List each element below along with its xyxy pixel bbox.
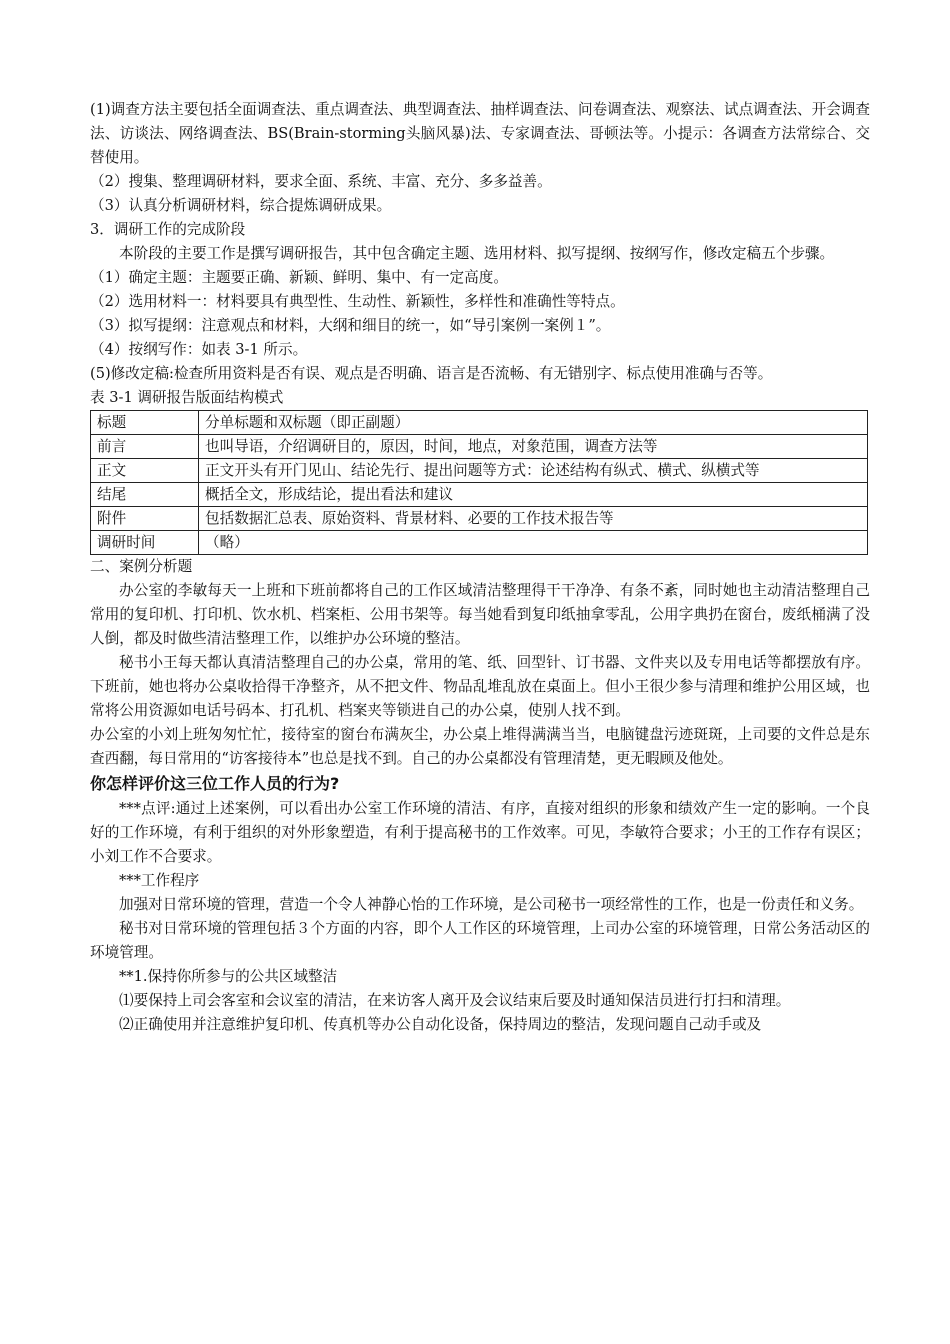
paragraph-survey-methods: (1)调查方法主要包括全面调查法、重点调查法、典型调查法、抽样调查法、问卷调查法、观察法、试点调查法、开会调查法、访谈法、网络调查法、BS(Brain-storming头脑风暴)法、专家调查法、哥顿法等。小提示：各调查方法常综合、交替使用。: [90, 101, 870, 166]
table-cell-value: （略）: [199, 531, 868, 555]
paragraph-step-3: （3）拟写提纲：注意观点和材料，大纲和细目的统一，如“导引案例一案例１”。: [90, 317, 611, 334]
table-row: [91, 459, 868, 483]
case-paragraph-li-min: 办公室的李敏每天一上班和下班前都将自己的工作区域清洁整理得干干净净、有条不紊，同时她也主动清洁整理自己常用的复印机、打印机、饮水机、档案柜、公用书架等。每当她看到复印纸抽拿零乱，公用字典扔在窗台，废纸桶满了没人倒，都及时做些清洁整理工作，以维护办公环境的整洁。: [90, 582, 870, 647]
case-question: 你怎样评价这三位工作人员的行为?: [90, 774, 340, 793]
answer-item-2: ⑵正确使用并注意维护复印机、传真机等办公自动化设备，保持周边的整洁，发现问题自己动手或及: [119, 1016, 762, 1033]
paragraph-collect-materials: （2）搜集、整理调研材料，要求全面、系统、丰富、充分、多多益善。: [90, 173, 552, 190]
section-title: 二、案例分析题: [90, 558, 193, 575]
answer-paragraph-three-aspects: 秘书对日常环境的管理包括３个方面的内容，即个人工作区的环境管理，上司办公室的环境管理，日常公务活动区的环境管理。: [90, 920, 870, 961]
answer-subheading-public-area: **1.保持你所参与的公共区域整洁: [119, 968, 338, 985]
table-cell-key: 调研时间: [91, 531, 199, 555]
paragraph-stage-overview: 本阶段的主要工作是撰写调研报告，其中包含确定主题、选用材料、拟写提纲、按纲写作，修改定稿五个步骤。: [119, 245, 835, 262]
table-cell-value: 分单标题和双标题（即正副题）: [199, 411, 868, 435]
table-caption: 表 3-1 调研报告版面结构模式: [90, 389, 284, 406]
paragraph-analyze-materials: （3）认真分析调研材料，综合提炼调研成果。: [90, 197, 392, 214]
table-cell-value: 概括全文，形成结论，提出看法和建议: [199, 483, 868, 507]
report-structure-table: [90, 410, 868, 555]
table-cell-value: 包括数据汇总表、原始资料、背景材料、必要的工作技术报告等: [199, 507, 868, 531]
paragraph-step-4: （4）按纲写作：如表 3-1 所示。: [90, 341, 308, 358]
document-page: [90, 98, 870, 1037]
answer-item-1: ⑴要保持上司会客室和会议室的清洁，在来访客人离开及会议结束后要及时通知保洁员进行打扫和清理。: [119, 992, 791, 1009]
table-row: [91, 507, 868, 531]
paragraph-step-2: （2）选用材料一：材料要具有典型性、生动性、新颖性，多样性和准确性等特点。: [90, 293, 625, 310]
table-row: [91, 531, 868, 555]
table-cell-key: 正文: [91, 459, 199, 483]
answer-procedure-heading: ***工作程序: [119, 872, 200, 889]
answer-paragraph-management: 加强对日常环境的管理，营造一个令人神静心怡的工作环境，是公司秘书一项经常性的工作，也是一份责任和义务。: [119, 896, 864, 913]
table-cell-value: 也叫导语，介绍调研目的，原因，时间，地点，对象范围，调查方法等: [199, 435, 868, 459]
subheading-completion-stage: 3．调研工作的完成阶段: [90, 221, 246, 238]
table-cell-value: 正文开头有开门见山、结论先行、提出问题等方式：论述结构有纵式、横式、纵横式等: [199, 459, 868, 483]
case-paragraph-xiao-liu: 办公室的小刘上班匆匆忙忙，接待室的窗台布满灰尘，办公桌上堆得满满当当，电脑键盘污迹斑斑，上司要的文件总是东查西翻，每日常用的“访客接待本”也总是找不到。自己的办公桌都没有管理清楚，更无暇顾及他处。: [90, 726, 870, 767]
table-row: [91, 483, 868, 507]
answer-comment: ***点评:通过上述案例，可以看出办公室工作环境的清洁、有序，直接对组织的形象和绩效产生一定的影响。一个良好的工作环境，有利于组织的对外形象塑造，有利于提高秘书的工作效率。可见，李敏符合要求；小王的工作存有误区；小刘工作不合要求。: [90, 800, 870, 865]
table-cell-key: 标题: [91, 411, 199, 435]
table-cell-key: 结尾: [91, 483, 199, 507]
case-paragraph-xiao-wang: 秘书小王每天都认真清洁整理自己的办公桌，常用的笔、纸、回型针、订书器、文件夹以及专用电话等都摆放有序。下班前，她也将办公桌收拾得干净整齐，从不把文件、物品乱堆乱放在桌面上。但小王很少参与清理和维护公用区域，也常将公用资源如电话号码本、打孔机、档案夹等锁进自己的办公桌，使别人找不到。: [90, 654, 870, 719]
table-row: [91, 411, 868, 435]
table-cell-key: 附件: [91, 507, 199, 531]
table-cell-key: 前言: [91, 435, 199, 459]
paragraph-step-1: （1）确定主题：主题要正确、新颖、鲜明、集中、有一定高度。: [90, 269, 508, 286]
paragraph-step-5: (5)修改定稿:检查所用资料是否有误、观点是否明确、语言是否流畅、有无错别字、标点使用准确与否等。: [90, 365, 773, 382]
table-row: [91, 435, 868, 459]
